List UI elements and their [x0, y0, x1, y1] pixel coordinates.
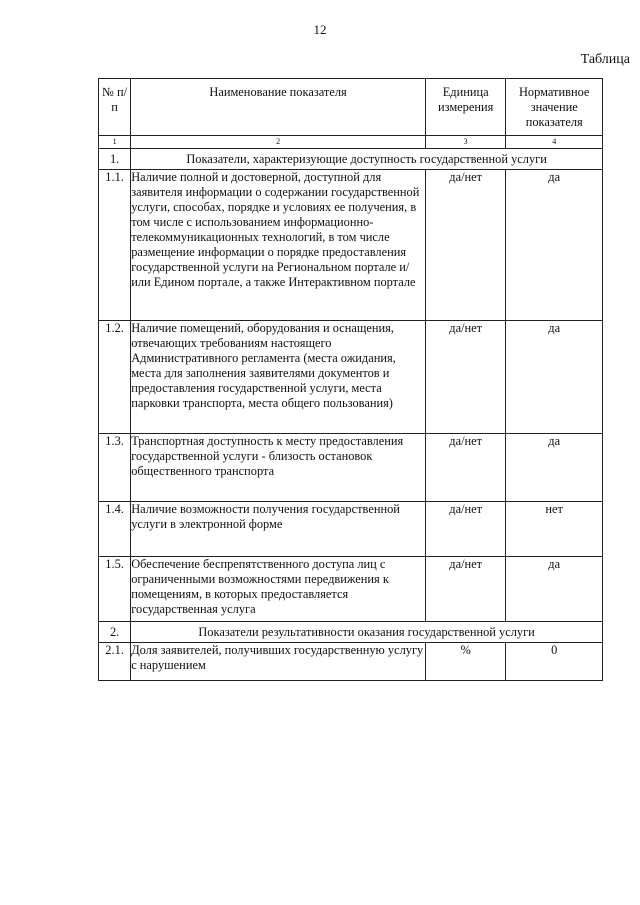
- row-norm: да: [506, 170, 603, 321]
- row-norm: да: [506, 321, 603, 434]
- row-norm: 0: [506, 643, 603, 681]
- row-unit: да/нет: [425, 321, 505, 434]
- section-num: 2.: [99, 622, 131, 643]
- table-row: [99, 434, 603, 502]
- column-index: 3: [425, 136, 505, 149]
- table-row: [99, 170, 603, 321]
- table-row: [99, 557, 603, 622]
- section-row: [99, 622, 603, 643]
- header-num: № п/п: [99, 79, 131, 136]
- row-num: 1.1.: [99, 170, 131, 321]
- table-row: [99, 321, 603, 434]
- row-name: Наличие возможности получения государственной услуги в электронной форме: [131, 502, 426, 557]
- row-unit: %: [425, 643, 505, 681]
- table-caption: Таблица: [580, 52, 630, 67]
- row-num: 2.1.: [99, 643, 131, 681]
- row-num: 1.5.: [99, 557, 131, 622]
- section-row: [99, 149, 603, 170]
- row-num: 1.2.: [99, 321, 131, 434]
- header-unit: Единица измерения: [425, 79, 505, 136]
- section-title: Показатели результативности оказания государственной услуги: [131, 622, 603, 643]
- column-index-row: [99, 136, 603, 149]
- row-num: 1.4.: [99, 502, 131, 557]
- row-norm: да: [506, 434, 603, 502]
- column-index: 4: [506, 136, 603, 149]
- page-number: 12: [313, 22, 327, 37]
- row-unit: да/нет: [425, 557, 505, 622]
- column-index: 2: [131, 136, 426, 149]
- row-unit: да/нет: [425, 502, 505, 557]
- row-norm: да: [506, 557, 603, 622]
- row-unit: да/нет: [425, 170, 505, 321]
- header-name: Наименование показателя: [131, 79, 426, 136]
- row-name: Наличие помещений, оборудования и оснащения, отвечающих требованиям настоящего Административного регламента (места ожидания, места для заполнения заявителями документов и предоставления государственной услуги, места парковки транспорта, места общего пользования): [131, 321, 426, 434]
- section-num: 1.: [99, 149, 131, 170]
- header-row: [99, 79, 603, 136]
- row-name: Доля заявителей, получивших государственную услугу с нарушением: [131, 643, 426, 681]
- indicators-table: [98, 78, 603, 681]
- row-unit: да/нет: [425, 434, 505, 502]
- section-title: Показатели, характеризующие доступность государственной услуги: [131, 149, 603, 170]
- header-norm: Нормативное значение показателя: [506, 79, 603, 136]
- table-row: [99, 643, 603, 681]
- row-name: Обеспечение беспрепятственного доступа лиц с ограниченными возможностями передвижения к помещениям, в которых предоставляется государственная услуга: [131, 557, 426, 622]
- row-name: Наличие полной и достоверной, доступной для заявителя информации о содержании государственной услуги, способах, порядке и условиях ее получения, в том числе с использованием информационно-телекоммуникационных технологий, в том числе размещение информации о порядке предоставления государственной услуги на Региональном портале и/или Едином портале, а также Интерактивном портале: [131, 170, 426, 321]
- table-row: [99, 502, 603, 557]
- row-num: 1.3.: [99, 434, 131, 502]
- column-index: 1: [99, 136, 131, 149]
- row-name: Транспортная доступность к месту предоставления государственной услуги - близость остановок общественного транспорта: [131, 434, 426, 502]
- row-norm: нет: [506, 502, 603, 557]
